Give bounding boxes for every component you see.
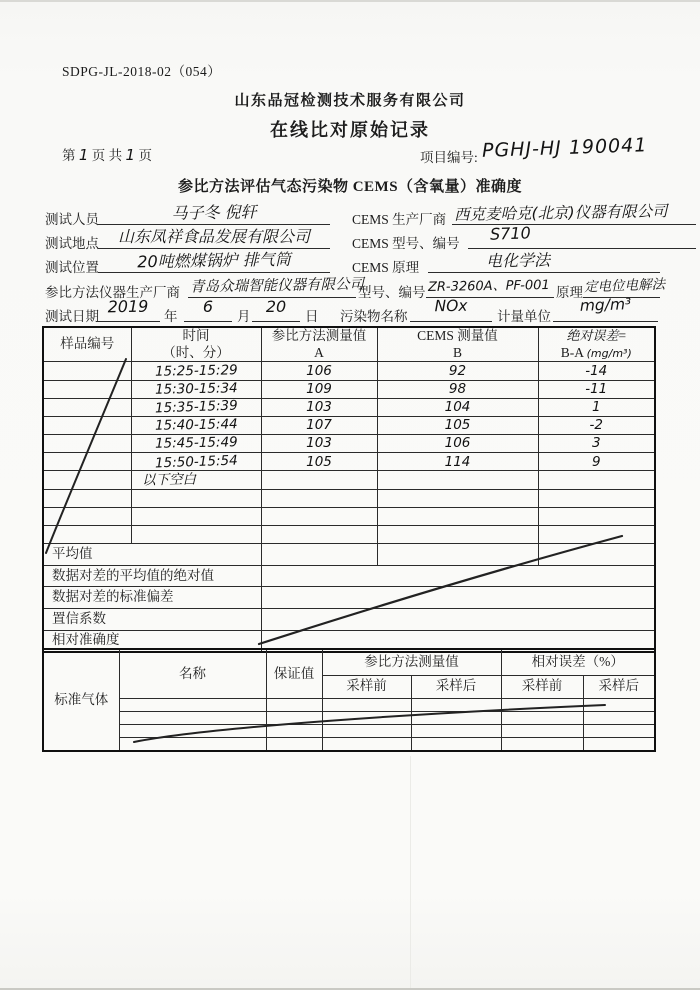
table-row bbox=[43, 362, 655, 380]
ref-value: 105 bbox=[261, 453, 377, 471]
col-header-guarantee: 保证值 bbox=[266, 649, 322, 698]
standard-gas-table bbox=[42, 648, 656, 752]
cems-value: 98 bbox=[377, 380, 538, 398]
page-mid-label: 页 共 bbox=[91, 148, 123, 163]
test-position-label: 测试位置 bbox=[45, 260, 99, 275]
company-name: 山东品冠检测技术服务有限公司 bbox=[234, 93, 466, 109]
cems-model-value: S710 bbox=[489, 223, 532, 244]
document-title: 在线比对原始记录 bbox=[270, 120, 430, 140]
pollutant-label: 污染物名称 bbox=[340, 309, 408, 324]
time-value: 15:25-15:29 bbox=[154, 361, 238, 380]
summary-label: 数据对差的平均值的绝对值 bbox=[43, 565, 261, 587]
project-number-value: PGHJ-HJ 190041 bbox=[481, 134, 648, 162]
summary-label: 平均值 bbox=[43, 544, 261, 566]
ref-principle-value: 定电位电解法 bbox=[583, 276, 666, 296]
ref-principle-label: 原理 bbox=[556, 285, 583, 300]
page-indicator bbox=[62, 144, 152, 164]
ref-model-label: 型号、编号 bbox=[358, 285, 426, 300]
page-number-handwritten: 1 bbox=[78, 146, 89, 164]
time-value: 15:35-15:39 bbox=[154, 397, 238, 417]
summary-row-mean-abs-diff bbox=[43, 565, 655, 587]
col-header-before-sampling: 采样前 bbox=[501, 675, 583, 698]
table-row-empty bbox=[43, 507, 655, 525]
table-row-blank-note bbox=[43, 471, 655, 489]
abs-error-unit-handwritten: (mg/m³) bbox=[586, 346, 632, 360]
col-header-after-sampling: 采样后 bbox=[411, 675, 501, 698]
ref-value: 107 bbox=[261, 416, 377, 434]
cems-value: 105 bbox=[377, 416, 538, 434]
test-position-value: 20吨燃煤锅炉 排气筒 bbox=[137, 249, 291, 272]
col-group-relative-error: 相对误差（%） bbox=[501, 649, 655, 675]
form-code: SDPG-JL-2018-02（054） bbox=[62, 64, 222, 79]
standard-gas-label: 标准气体 bbox=[43, 649, 119, 751]
col-header-sample-no: 样品编号 bbox=[43, 327, 131, 362]
diff-value: 1 bbox=[538, 398, 655, 416]
cems-principle-label: CEMS 原理 bbox=[352, 260, 420, 275]
summary-label: 置信系数 bbox=[43, 608, 261, 630]
ref-model-value: ZR-3260A、PF-001 bbox=[427, 277, 550, 296]
test-date-year: 2019 bbox=[107, 296, 149, 317]
unit-value: mg/m³ bbox=[579, 295, 632, 315]
ref-value: 106 bbox=[261, 362, 377, 380]
standard-gas-row-empty bbox=[43, 738, 655, 751]
time-value: 15:50-15:54 bbox=[154, 452, 238, 472]
col-header-name: 名称 bbox=[119, 649, 266, 698]
diff-value: -14 bbox=[538, 362, 655, 380]
diff-value: 3 bbox=[538, 435, 655, 453]
scan-fold-line bbox=[410, 756, 411, 988]
col-header-before-sampling: 采样前 bbox=[322, 675, 411, 698]
standard-gas-row-empty bbox=[43, 698, 655, 711]
tester-value: 马子冬 倪轩 bbox=[171, 202, 257, 223]
ref-manufacturer-value: 青岛众瑞智能仪器有限公司 bbox=[189, 276, 365, 296]
unit-label: 计量单位 bbox=[497, 309, 551, 324]
ref-manufacturer-label: 参比方法仪器生产厂商 bbox=[45, 285, 180, 300]
standard-gas-header-row1 bbox=[43, 649, 655, 675]
time-value: 15:45-15:49 bbox=[154, 434, 238, 453]
pollutant-value: NOx bbox=[434, 296, 468, 316]
table-row bbox=[43, 435, 655, 453]
form-title: 参比方法评估气态污染物 CEMS（含氧量）准确度 bbox=[177, 179, 523, 195]
table-row bbox=[43, 380, 655, 398]
col-header-time: 时间 （时、分） bbox=[131, 327, 261, 362]
year-label: 年 bbox=[164, 309, 178, 324]
test-date-day: 20 bbox=[265, 297, 287, 316]
ref-value: 109 bbox=[261, 380, 377, 398]
cems-principle-value: 电化学法 bbox=[485, 250, 551, 271]
summary-row-std-dev bbox=[43, 587, 655, 609]
cems-model-label: CEMS 型号、编号 bbox=[352, 236, 460, 251]
page-prefix-label: 第 bbox=[62, 148, 76, 163]
tester-label: 测试人员 bbox=[45, 212, 99, 227]
cems-manufacturer-value: 西克麦哈克(北京)仪器有限公司 bbox=[453, 202, 668, 224]
page-total-handwritten: 1 bbox=[125, 146, 136, 164]
time-value: 15:40-15:44 bbox=[154, 416, 238, 434]
day-label: 日 bbox=[305, 309, 319, 324]
ref-value: 103 bbox=[261, 398, 377, 416]
summary-row-average bbox=[43, 544, 655, 566]
col-header-ref-value: 参比方法测量值 A bbox=[261, 327, 377, 362]
month-label: 月 bbox=[237, 309, 251, 324]
ref-value: 103 bbox=[261, 435, 377, 453]
col-header-after-sampling: 采样后 bbox=[583, 675, 655, 698]
diff-value: -11 bbox=[538, 380, 655, 398]
cems-value: 114 bbox=[377, 453, 538, 471]
time-value: 15:30-15:34 bbox=[154, 380, 238, 398]
cems-value: 104 bbox=[377, 398, 538, 416]
standard-gas-row-empty bbox=[43, 724, 655, 737]
diff-value: -2 bbox=[538, 416, 655, 434]
summary-row-confidence bbox=[43, 608, 655, 630]
table-row-empty bbox=[43, 489, 655, 507]
table-row bbox=[43, 453, 655, 471]
project-number-label: 项目编号: bbox=[420, 150, 478, 165]
measurement-table-header bbox=[43, 327, 655, 362]
diff-value: 9 bbox=[538, 453, 655, 471]
cems-value: 106 bbox=[377, 435, 538, 453]
test-site-value: 山东凤祥食品发展有限公司 bbox=[117, 227, 310, 246]
col-group-ref-measurement: 参比方法测量值 bbox=[322, 649, 501, 675]
page-suffix-label: 页 bbox=[138, 148, 152, 163]
test-site-label: 测试地点 bbox=[45, 236, 99, 251]
standard-gas-row-empty bbox=[43, 711, 655, 724]
test-date-month: 6 bbox=[202, 297, 214, 316]
table-row-empty bbox=[43, 526, 655, 544]
col-header-abs-error: 绝对误差= B-A (mg/m³) bbox=[538, 327, 655, 362]
table-row bbox=[43, 416, 655, 434]
summary-label: 数据对差的标准偏差 bbox=[43, 587, 261, 609]
measurement-table bbox=[42, 326, 656, 653]
col-header-cems-value: CEMS 测量值 B bbox=[377, 327, 538, 362]
table-row bbox=[43, 398, 655, 416]
abs-error-handwritten: 绝对误差 bbox=[566, 329, 619, 344]
cems-manufacturer-label: CEMS 生产厂商 bbox=[352, 212, 447, 227]
blank-below-note: 以下空白 bbox=[141, 471, 196, 489]
summary-label: 相对准确度 bbox=[43, 630, 261, 652]
cems-value: 92 bbox=[377, 362, 538, 380]
test-date-label: 测试日期 bbox=[45, 309, 99, 324]
